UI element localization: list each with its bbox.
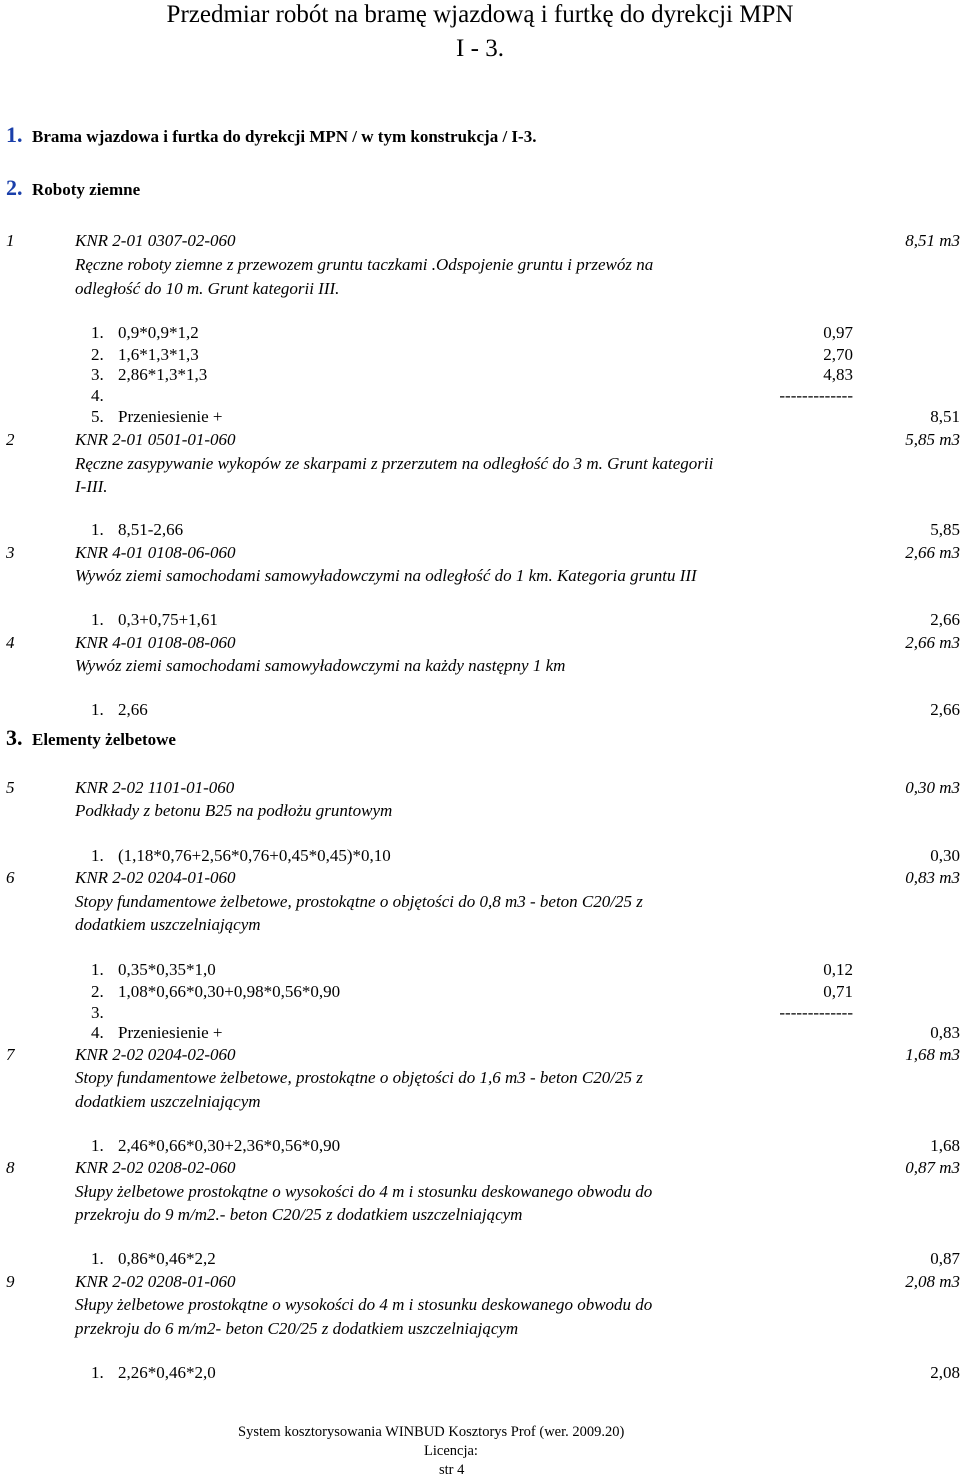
item-4-total: 2,66 m3 [905, 633, 960, 652]
item-8-total: 0,87 m3 [905, 1158, 960, 1177]
item-7-number: 7 [6, 1045, 15, 1064]
item-5-calc-1-index: 1. [91, 846, 104, 865]
item-9-description-line-2: przekroju do 6 m/m2- beton C20/25 z dodatkiem uszczelniającym [75, 1319, 519, 1338]
item-6-calc-1-value: 0,12 [823, 960, 853, 979]
item-1-calc-2-expression: 1,6*1,3*1,3 [118, 345, 199, 364]
item-4-calc-1-index: 1. [91, 700, 104, 719]
item-6-calc-2-expression: 1,08*0,66*0,30+0,98*0,56*0,90 [118, 982, 341, 1001]
item-6-calc-4-index: 4. [91, 1023, 104, 1042]
item-1-calc-2-index: 2. [91, 345, 104, 364]
item-8-description-line-1: Słupy żelbetowe prostokątne o wysokości do 4 m i stosunku deskowanego obwodu do [75, 1182, 653, 1201]
item-4-description-line-1: Wywóz ziemi samochodami samowyładowczymi na każdy następny 1 km [75, 656, 566, 675]
item-9-calc-1-index: 1. [91, 1363, 104, 1382]
section-3-number: 3. [6, 725, 23, 750]
item-9-calc-1-expression: 2,26*0,46*2,0 [118, 1363, 216, 1382]
item-6-calc-separator: ------------- [779, 1003, 853, 1022]
item-7-calc-1-value: 1,68 [930, 1136, 960, 1155]
item-5-code: KNR 2-02 1101-01-060 [75, 778, 235, 797]
section-3-title: Elementy żelbetowe [32, 730, 176, 749]
item-6-total: 0,83 m3 [905, 868, 960, 887]
item-5-total: 0,30 m3 [905, 778, 960, 797]
item-3-calc-1-index: 1. [91, 610, 104, 629]
item-8-calc-1-value: 0,87 [930, 1249, 960, 1268]
item-1-calc-3-value: 4,83 [823, 365, 853, 384]
footer-license: Licencja: [424, 1443, 478, 1459]
item-6-calc-2-index: 2. [91, 982, 104, 1001]
item-6-calc-2-value: 0,71 [823, 982, 853, 1001]
item-9-number: 9 [6, 1272, 15, 1291]
item-1-calc-1-index: 1. [91, 323, 104, 342]
item-8-description-line-2: przekroju do 9 m/m2.- beton C20/25 z dodatkiem uszczelniającym [75, 1205, 523, 1224]
item-5-number: 5 [6, 778, 15, 797]
item-1-calc-5-index: 5. [91, 407, 104, 426]
item-5-calc-1-expression: (1,18*0,76+2,56*0,76+0,45*0,45)*0,10 [118, 846, 391, 865]
item-1-total: 8,51 m3 [905, 231, 960, 250]
item-8-calc-1-index: 1. [91, 1249, 104, 1268]
section-1-number: 1. [6, 122, 23, 147]
item-3-number: 3 [6, 543, 15, 562]
item-8-code: KNR 2-02 0208-02-060 [75, 1158, 236, 1177]
item-2-number: 2 [6, 430, 15, 449]
item-1-number: 1 [6, 231, 15, 250]
item-1-calc-3-expression: 2,86*1,3*1,3 [118, 365, 208, 384]
item-1-description-line-1: Ręczne roboty ziemne z przewozem gruntu taczkami .Odspojenie gruntu i przewóz na [75, 255, 654, 274]
item-1-code: KNR 2-01 0307-02-060 [75, 231, 236, 250]
item-2-description-line-2: I-III. [75, 477, 108, 496]
item-4-code: KNR 4-01 0108-08-060 [75, 633, 236, 652]
footer-system: System kosztorysowania WINBUD Kosztorys Prof (wer. 2009.20) [238, 1424, 625, 1440]
item-9-calc-1-value: 2,08 [930, 1363, 960, 1382]
item-2-calc-1-index: 1. [91, 520, 104, 539]
item-6-calc-1-expression: 0,35*0,35*1,0 [118, 960, 216, 979]
item-7-total: 1,68 m3 [905, 1045, 960, 1064]
item-4-calc-1-expression: 2,66 [118, 700, 148, 719]
item-3-calc-1-expression: 0,3+0,75+1,61 [118, 610, 218, 629]
item-6-calc-3-index: 3. [91, 1003, 104, 1022]
item-8-calc-1-expression: 0,86*0,46*2,2 [118, 1249, 216, 1268]
item-1-description-line-2: odległość do 10 m. Grunt kategorii III. [75, 279, 340, 298]
item-8-number: 8 [6, 1158, 15, 1177]
item-9-total: 2,08 m3 [905, 1272, 960, 1291]
footer-page-number: str 4 [439, 1462, 465, 1478]
section-1-title: Brama wjazdowa i furtka do dyrekcji MPN / w tym konstrukcja / I-3. [32, 127, 537, 146]
section-2-title: Roboty ziemne [32, 180, 141, 199]
item-5-calc-1-value: 0,30 [930, 846, 960, 865]
item-6-description-line-1: Stopy fundamentowe żelbetowe, prostokątne o objętości do 0,8 m3 - beton C20/25 z [75, 892, 643, 911]
item-7-description-line-1: Stopy fundamentowe żelbetowe, prostokątne o objętości do 1,6 m3 - beton C20/25 z [75, 1068, 643, 1087]
item-1-calc-4-index: 4. [91, 386, 104, 405]
item-7-calc-1-expression: 2,46*0,66*0,30+2,36*0,56*0,90 [118, 1136, 341, 1155]
item-4-calc-1-value: 2,66 [930, 700, 960, 719]
item-3-total: 2,66 m3 [905, 543, 960, 562]
item-6-description-line-2: dodatkiem uszczelniającym [75, 915, 261, 934]
page-title-line-1: Przedmiar robót na bramę wjazdową i furtkę do dyrekcji MPN [166, 1, 794, 28]
item-2-description-line-1: Ręczne zasypywanie wykopów ze skarpami z przerzutem na odległość do 3 m. Grunt kategorii [75, 454, 714, 473]
item-1-calc-1-value: 0,97 [823, 323, 853, 342]
item-2-total: 5,85 m3 [905, 430, 960, 449]
item-6-calc-4-expression: Przeniesienie + [118, 1023, 223, 1042]
item-2-code: KNR 2-01 0501-01-060 [75, 430, 236, 449]
item-7-calc-1-index: 1. [91, 1136, 104, 1155]
section-2-number: 2. [6, 175, 23, 200]
item-2-calc-1-value: 5,85 [930, 520, 960, 539]
item-1-calc-separator: ------------- [779, 386, 853, 405]
item-6-number: 6 [6, 868, 15, 887]
item-9-description-line-1: Słupy żelbetowe prostokątne o wysokości do 4 m i stosunku deskowanego obwodu do [75, 1295, 653, 1314]
item-4-number: 4 [6, 633, 15, 652]
page-title-line-2: I - 3. [456, 35, 504, 62]
item-6-code: KNR 2-02 0204-01-060 [75, 868, 236, 887]
item-1-calc-5-expression: Przeniesienie + [118, 407, 223, 426]
item-1-calc-5-value: 8,51 [930, 407, 960, 426]
item-5-description-line-1: Podkłady z betonu B25 na podłożu gruntowym [75, 801, 393, 820]
item-7-description-line-2: dodatkiem uszczelniającym [75, 1092, 261, 1111]
item-2-calc-1-expression: 8,51-2,66 [118, 520, 184, 539]
item-3-description-line-1: Wywóz ziemi samochodami samowyładowczymi na odległość do 1 km. Kategoria gruntu III [75, 566, 697, 585]
item-6-calc-1-index: 1. [91, 960, 104, 979]
item-9-code: KNR 2-02 0208-01-060 [75, 1272, 236, 1291]
item-6-calc-4-value: 0,83 [930, 1023, 960, 1042]
item-1-calc-1-expression: 0,9*0,9*1,2 [118, 323, 199, 342]
item-3-calc-1-value: 2,66 [930, 610, 960, 629]
item-3-code: KNR 4-01 0108-06-060 [75, 543, 236, 562]
item-7-code: KNR 2-02 0204-02-060 [75, 1045, 236, 1064]
item-1-calc-2-value: 2,70 [823, 345, 853, 364]
item-1-calc-3-index: 3. [91, 365, 104, 384]
